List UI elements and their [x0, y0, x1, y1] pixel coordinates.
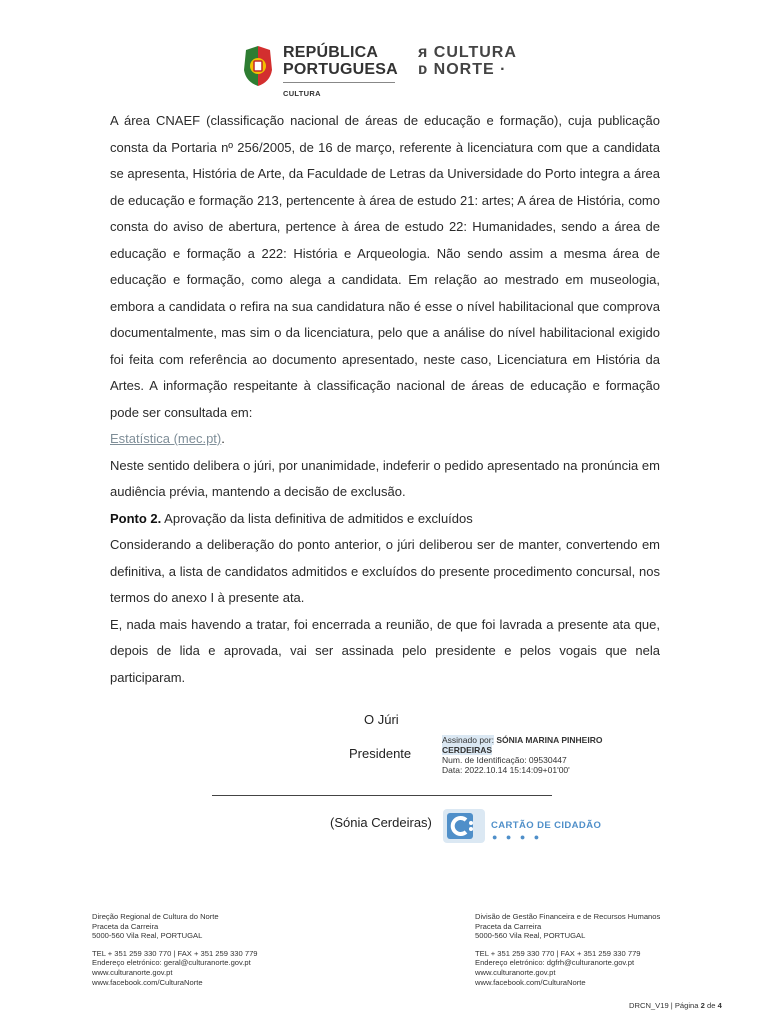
header-logos	[0, 40, 770, 100]
president-label: Presidente	[349, 746, 412, 761]
page-number: DRCN_V19 | Página 2 de 4	[629, 1001, 722, 1010]
cultura-subtitle: CULTURA	[283, 89, 321, 98]
footer-left-address: Direção Regional de Cultura do Norte Praceta da Carreira 5000-560 Vila Real, PORTUGAL TEL + 351 259 330 770 | FAX + 351 259 330 779 Endereço eletrónico: geral@culturanorte.gov.pt www.culturanorte.gov.pt www.facebook.com/CulturaNorte	[92, 912, 258, 987]
estatistica-link[interactable]: Estatística (mec.pt)	[110, 431, 222, 446]
republica-portuguesa-wordmark: REPÚBLICA PORTUGUESA	[283, 44, 398, 78]
paragraph-cnaef: A área CNAEF (classificação nacional de áreas de educação e formação), cuja publicação consta da Portaria nº 256/2005, de 16 de março, referente à licenciatura com que a candidata se apresenta, História de Arte, da Faculdade de Letras da Universidade do Porto integra a área de educação e formação 213, pertencente à área de estudo 21: artes; A área de História, como consta do aviso de abertura, pertence à área de estudo 22: Humanidades, sendo a área de educação e formação a 222: História e Arqueologia. Não sendo assim a mesma área de educação e formação, como alega a candidata. Em relação ao mestrado em museologia, embora a candidata o refira na sua candidatura não é esse o nível habilitacional que comprova documentalmente, mas sim o da licenciatura, pelo que a análise do nível habilitacional exigido foi feita com referência ao documento apresentado, neste caso, Licenciatura em História da Artes. A informação respeitante à classificação nacional de áreas de educação e formação pode ser consultada em: Estatística (mec.pt).	[110, 113, 660, 446]
signature-line	[212, 795, 552, 796]
signatory-name: (Sónia Cerdeiras)	[330, 815, 432, 830]
paragraph-decision: Neste sentido delibera o júri, por unanimidade, indeferir o pedido apresentado na pronúncia em audiência prévia, mantendo a decisão de exclusão.	[110, 457, 660, 499]
cultura-norte-mark-icon-2: ᴅ	[418, 61, 434, 78]
cultura-norte-logo: ᴙ CULTURA ᴅ NORTE ·	[418, 44, 517, 78]
digital-signature-stamp[interactable]: Assinado por: SÓNIA MARINA PINHEIRO CERDEIRAS Num. de Identificação: 09530447 Data: 2022.10.14 15:14:09+01'00'	[442, 735, 603, 775]
document-body	[110, 108, 660, 691]
jury-title: O Júri	[364, 712, 399, 727]
paragraph-lista-definitiva: Considerando a deliberação do ponto anterior, o júri deliberou ser de manter, convertendo em definitiva, a lista de candidatos admitidos e excluídos do presente procedimento concursal, nos termos do anexo I à presente ata.	[110, 537, 660, 605]
republica-portuguesa-emblem-icon	[240, 44, 276, 88]
cartao-de-cidadao-label: CARTÃO DE CIDADÃO	[491, 820, 602, 831]
ponto-2-heading: Ponto 2. Aprovação da lista definitiva de admitidos e excluídos	[110, 510, 473, 526]
wordmark-divider	[283, 82, 395, 83]
paragraph-closing: E, nada mais havendo a tratar, foi encerrada a reunião, de que foi lavrada a presente ata que, depois de lida e aprovada, vai ser assinada pelo presidente e pelos vogais que nela participaram.	[110, 616, 660, 685]
cultura-norte-mark-icon: ᴙ	[418, 44, 434, 61]
cartao-de-cidadao-dots: ● ● ● ●	[492, 832, 543, 842]
footer-right-address: Divisão de Gestão Financeira e de Recursos Humanos Praceta da Carreira 5000-560 Vila Real, PORTUGAL TEL + 351 259 330 770 | FAX + 351 259 330 779 Endereço eletrónico: dgfrh@culturanorte.gov.pt www.culturanorte.gov.pt www.facebook.com/CulturaNorte	[475, 912, 661, 987]
